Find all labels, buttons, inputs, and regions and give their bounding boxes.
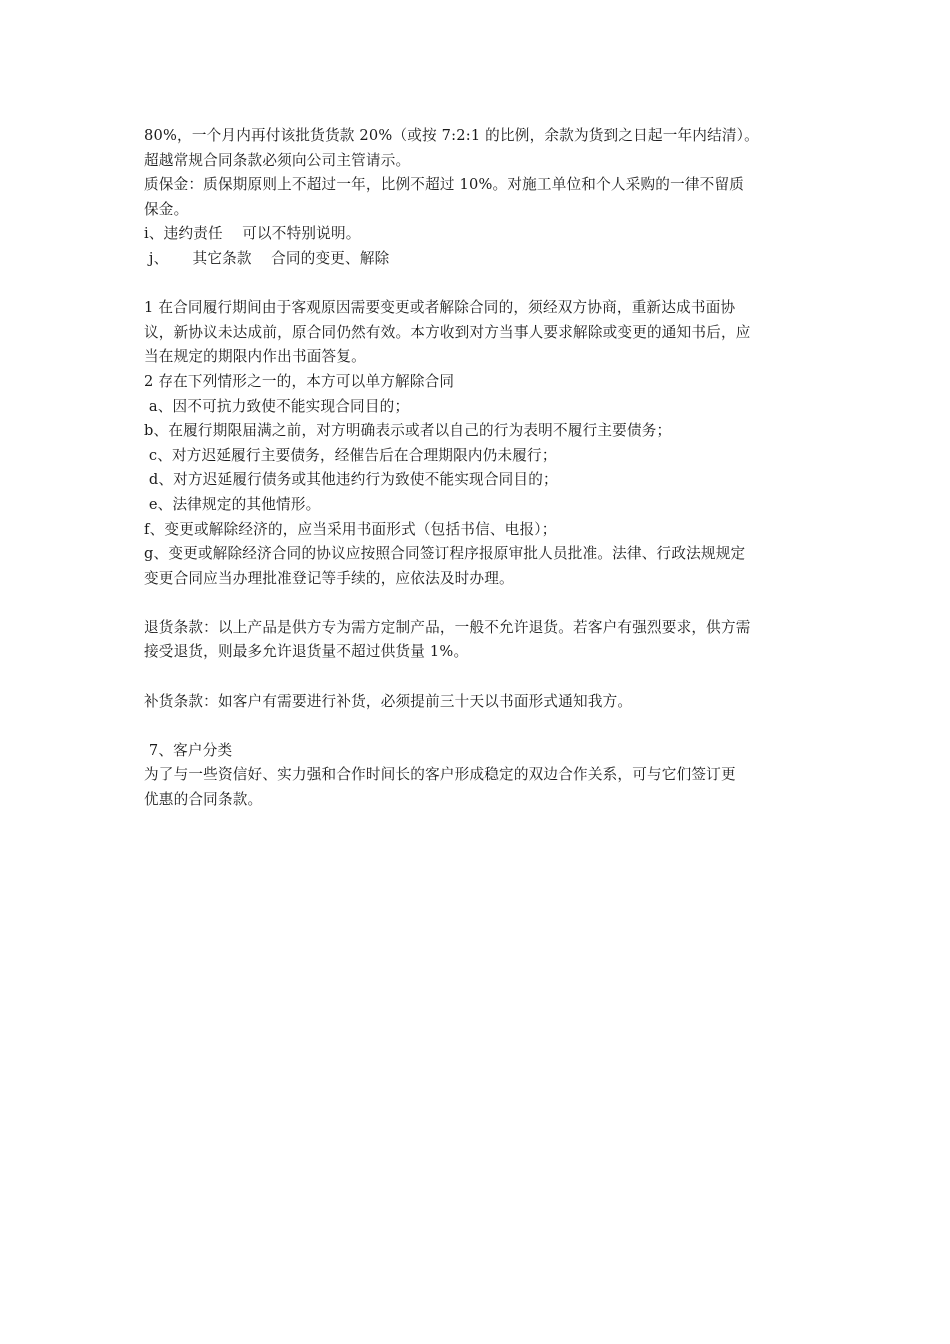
- text-line: 1 在合同履行期间由于客观原因需要变更或者解除合同的，须经双方协商，重新达成书面协: [144, 299, 736, 317]
- blank-line: [144, 665, 814, 690]
- text-line: 当在规定的期限内作出书面答复。: [144, 348, 366, 366]
- text-line: 保金。: [144, 200, 189, 218]
- text-line: 优惠的合同条款。: [144, 791, 263, 809]
- text-line: 议，新协议未达成前，原合同仍然有效。本方收到对方当事人要求解除或变更的通知书后，应: [144, 323, 751, 341]
- blank-line: [144, 272, 814, 297]
- document-body: [144, 124, 814, 813]
- text-line: 变更合同应当办理批准登记等手续的，应依法及时办理。: [144, 569, 514, 587]
- text-line: i、违约责任 可以不特别说明。: [144, 225, 361, 243]
- text-line: a、因不可抗力致使不能实现合同目的；: [144, 397, 410, 415]
- text-line: j、 其它条款 合同的变更、解除: [144, 249, 390, 267]
- text-line: 80%，一个月内再付该批货货款 20%（或按 7:2:1 的比例，余款为货到之日起一年内结清）。: [144, 127, 759, 144]
- text-line: 质保金：质保期原则上不超过一年，比例不超过 10%。对施工单位和个人采购的一律不留质: [144, 176, 745, 194]
- text-line: 补货条款：如客户有需要进行补货，必须提前三十天以书面形式通知我方。: [144, 692, 633, 710]
- text-line: b、在履行期限届满之前，对方明确表示或者以自己的行为表明不履行主要债务；: [144, 422, 672, 440]
- text-line: e、法律规定的其他情形。: [144, 495, 321, 513]
- text-line: 接受退货，则最多允许退货量不超过供货量 1%。: [144, 643, 469, 661]
- text-line: 2 存在下列情形之一的，本方可以单方解除合同: [144, 372, 455, 390]
- text-line: 超越常规合同条款必须向公司主管请示。: [144, 151, 411, 169]
- text-line: d、对方迟延履行债务或其他违约行为致使不能实现合同目的；: [144, 471, 558, 489]
- text-line: g、变更或解除经济合同的协议应按照合同签订程序报原审批人员批准。法律、行政法规规定: [144, 545, 746, 563]
- blank-line: [144, 591, 814, 616]
- text-line: f、变更或解除经济的，应当采用书面形式（包括书信、电报）；: [144, 520, 557, 538]
- text-line: 7、客户分类: [144, 741, 233, 759]
- text-line: 退货条款：以上产品是供方专为需方定制产品，一般不允许退货。若客户有强烈要求，供方需: [144, 618, 751, 636]
- blank-line: [144, 714, 814, 739]
- text-line: c、对方迟延履行主要债务，经催告后在合理期限内仍未履行；: [144, 446, 557, 464]
- text-line: 为了与一些资信好、实力强和合作时间长的客户形成稳定的双边合作关系，可与它们签订更: [144, 766, 736, 784]
